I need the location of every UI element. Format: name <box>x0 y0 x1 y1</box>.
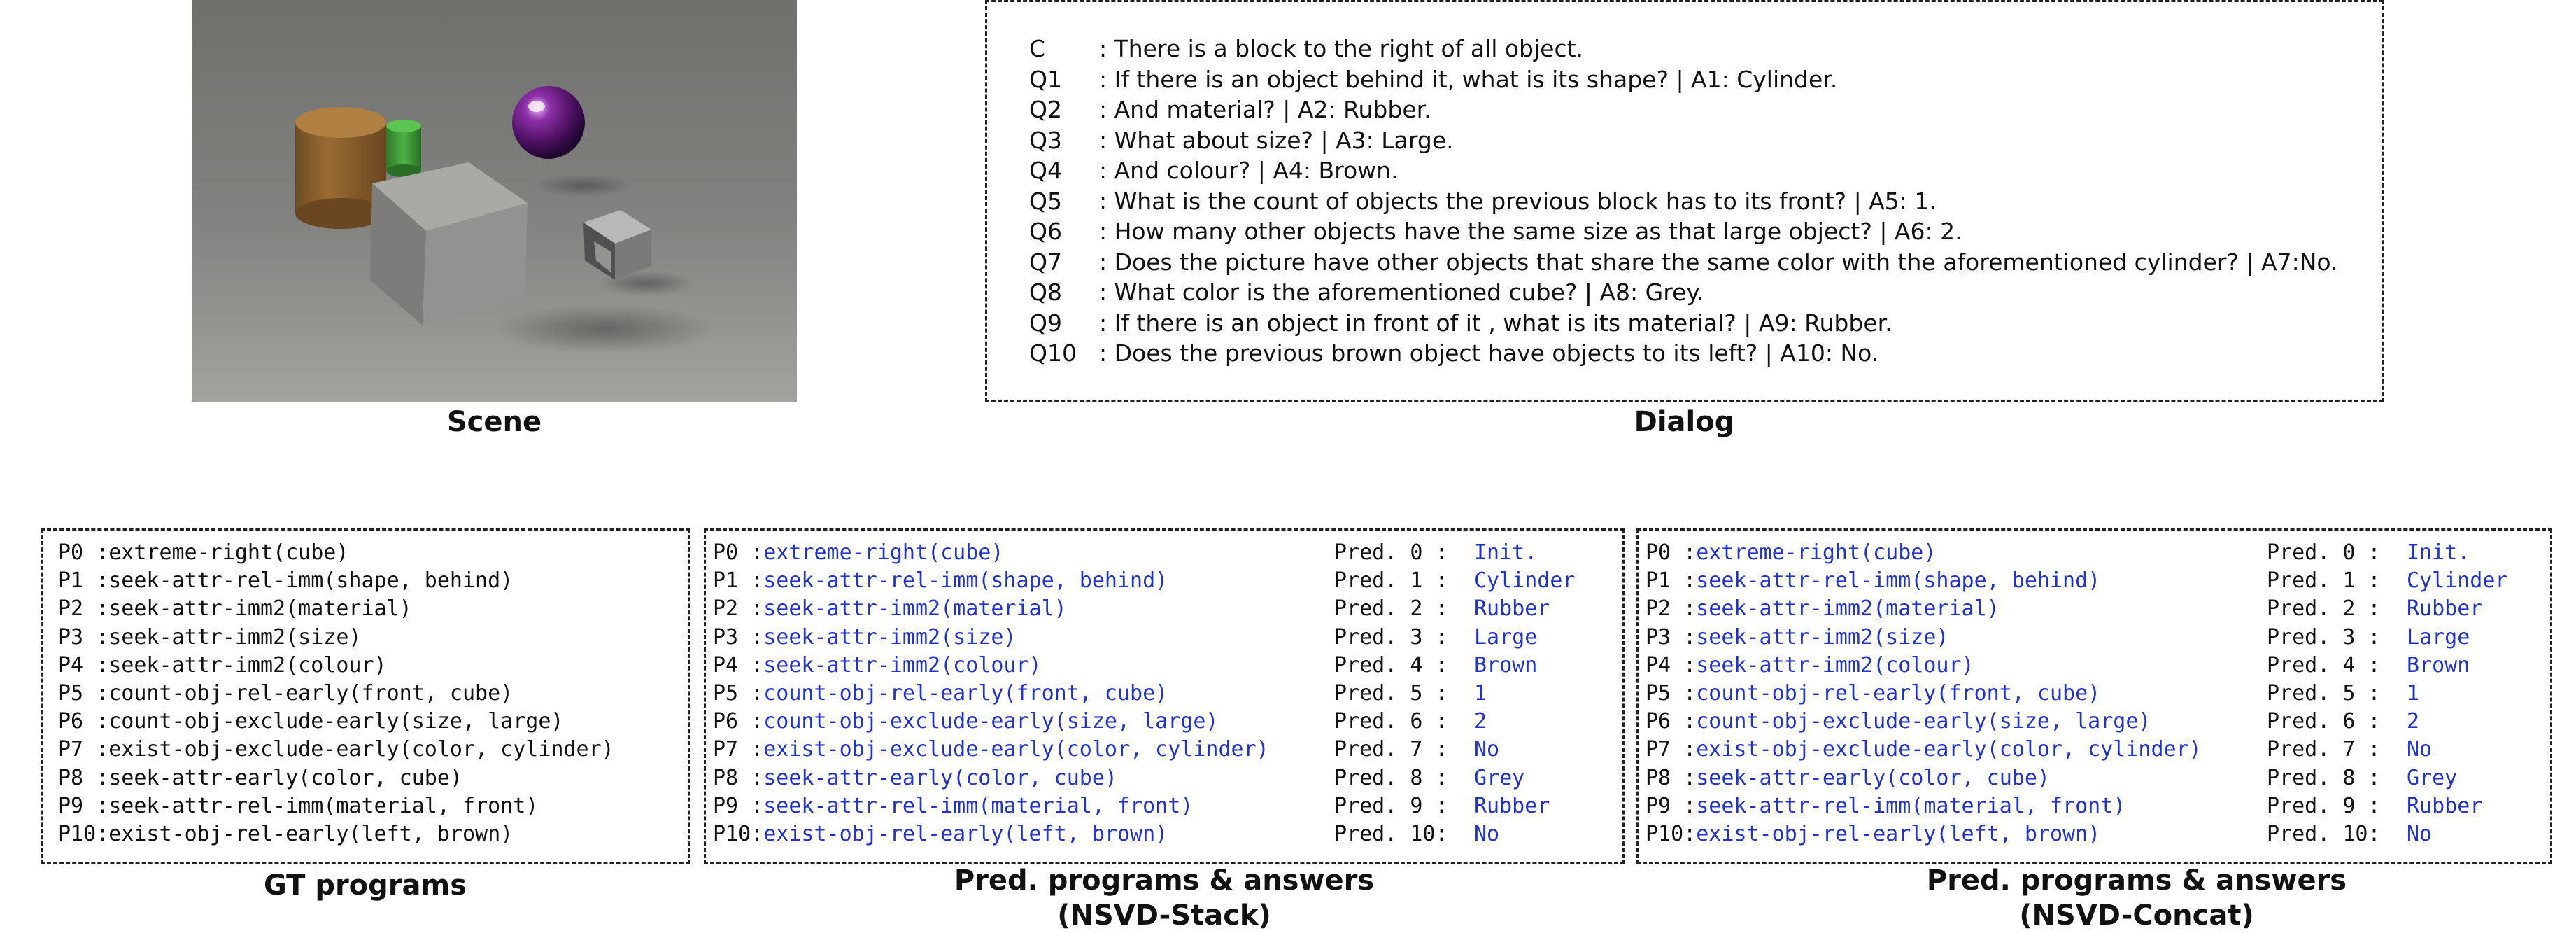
program-row <box>58 567 614 595</box>
program-row <box>713 539 1269 567</box>
dialog-line <box>1029 247 2338 278</box>
program-text: seek-attr-imm2(colour) <box>108 652 387 678</box>
program-text: exist-obj-exclude-early(color, cylinder) <box>1696 737 2202 762</box>
program-row <box>58 764 614 792</box>
dialog-caption: Dialog <box>1634 406 1735 438</box>
program-text: seek-attr-rel-imm(material, front) <box>1696 793 2126 818</box>
program-row <box>1646 624 2202 652</box>
program-label: P5 : <box>58 681 109 706</box>
dialog-line <box>1029 338 2338 369</box>
dialog-line-label: Q2 <box>1029 96 1062 123</box>
prediction-row <box>2267 764 2508 792</box>
program-label: P0 : <box>58 540 109 565</box>
program-text: seek-attr-imm2(size) <box>1696 624 1949 650</box>
prediction-label: Pred. 9 : <box>1334 793 1448 818</box>
program-text: exist-obj-rel-early(left, brown) <box>108 822 514 847</box>
program-label: P8 : <box>713 765 764 790</box>
prediction-label: Pred. 5 : <box>1334 681 1448 706</box>
program-row <box>58 652 614 680</box>
prediction-label: Pred. 3 : <box>1334 624 1448 650</box>
program-label: P2 : <box>58 596 109 622</box>
prediction-row <box>1334 680 1576 708</box>
prediction-label: Pred. 8 : <box>2267 765 2381 790</box>
dialog-line-text: : And material? | A2: Rubber. <box>1099 96 1431 123</box>
program-row <box>1646 792 2202 820</box>
prediction-label: Pred. 1 : <box>1334 568 1448 594</box>
program-label: P7 : <box>1646 737 1697 762</box>
dialog-line-text: : What is the count of objects the previous block has to its front? | A5: 1. <box>1099 187 1937 215</box>
program-text: count-obj-rel-early(front, cube) <box>108 681 514 706</box>
gt-programs-box <box>41 528 690 864</box>
dialog-line-label: Q10 <box>1029 339 1077 367</box>
program-text: seek-attr-imm2(size) <box>763 624 1017 650</box>
prediction-answer: Cylinder <box>1474 568 1576 594</box>
program-label: P8 : <box>1646 765 1697 790</box>
dialog-lines <box>1029 34 2338 369</box>
prediction-row <box>1334 652 1576 680</box>
program-text: seek-attr-imm2(colour) <box>763 652 1042 678</box>
stack-caption-line1: Pred. programs & answers <box>954 864 1375 897</box>
dialog-line-label: Q7 <box>1029 248 1062 276</box>
program-text: count-obj-exclude-early(size, large) <box>763 709 1219 734</box>
dialog-line <box>1029 186 2338 217</box>
dialog-line-text: : Does the picture have other objects that share the same color with the aforementioned cylinder? | A7:No. <box>1099 248 2338 276</box>
program-text: count-obj-exclude-early(size, large) <box>1696 709 2151 734</box>
prediction-answer: Brown <box>2407 652 2470 678</box>
prediction-answer: Rubber <box>2407 596 2483 622</box>
scene-caption: Scene <box>446 406 542 438</box>
prediction-answer: No <box>1474 822 1500 847</box>
program-row <box>713 792 1269 820</box>
program-text: exist-obj-exclude-early(color, cylinder) <box>108 737 614 762</box>
dialog-line-text: : If there is an object in front of it , what is its material? | A9: Rubber. <box>1099 309 1892 337</box>
stack-predictions-box <box>704 528 1625 864</box>
dialog-line-text: : How many other objects have the same size as that large object? | A6: 2. <box>1099 218 1962 245</box>
program-label: P10: <box>713 822 764 847</box>
concat-answer-list <box>2267 539 2508 848</box>
scene-image <box>192 0 797 402</box>
concat-program-list <box>1646 539 2202 848</box>
concat-caption <box>1636 863 2576 933</box>
dialog-line-label: Q4 <box>1029 157 1062 184</box>
program-label: P3 : <box>58 624 109 650</box>
program-row <box>1646 567 2202 595</box>
prediction-answer: 2 <box>1474 709 1487 734</box>
prediction-row <box>1334 624 1576 652</box>
prediction-answer: Rubber <box>2407 793 2483 818</box>
program-row <box>1646 736 2202 764</box>
program-row <box>58 736 614 764</box>
program-text: seek-attr-early(color, cube) <box>108 765 462 790</box>
prediction-label: Pred. 7 : <box>1334 737 1448 762</box>
program-text: extreme-right(cube) <box>108 540 349 565</box>
dialog-line <box>1029 34 2338 64</box>
program-label: P6 : <box>713 709 764 734</box>
prediction-label: Pred. 2 : <box>2267 596 2381 622</box>
program-text: seek-attr-rel-imm(shape, behind) <box>1696 568 2101 594</box>
dialog-line-label: Q8 <box>1029 279 1062 306</box>
stack-program-list <box>713 539 1269 848</box>
program-label: P5 : <box>713 681 764 706</box>
prediction-label: Pred. 6 : <box>1334 709 1448 734</box>
dialog-line-text: : Does the previous brown object have objects to its left? | A10: No. <box>1099 339 1879 367</box>
program-text: seek-attr-imm2(size) <box>108 624 362 650</box>
program-label: P8 : <box>58 765 109 790</box>
prediction-row <box>1334 708 1576 736</box>
dialog-line <box>1029 216 2338 247</box>
prediction-row <box>1334 539 1576 567</box>
program-label: P6 : <box>58 709 109 734</box>
program-row <box>1646 680 2202 708</box>
dialog-line-label: Q1 <box>1029 65 1062 93</box>
dialog-line-text: : What about size? | A3: Large. <box>1099 126 1454 154</box>
program-row <box>58 595 614 623</box>
program-row <box>713 764 1269 792</box>
program-text: seek-attr-imm2(colour) <box>1696 652 1974 678</box>
program-row <box>1646 595 2202 623</box>
program-text: extreme-right(cube) <box>1696 540 1937 565</box>
program-label: P3 : <box>1646 624 1697 650</box>
program-row <box>1646 652 2202 680</box>
dialog-line <box>1029 94 2338 125</box>
program-label: P2 : <box>713 596 764 622</box>
program-label: P1 : <box>713 568 764 594</box>
program-label: P0 : <box>1646 540 1697 565</box>
program-text: exist-obj-exclude-early(color, cylinder) <box>763 737 1269 762</box>
program-row <box>1646 708 2202 736</box>
stack-caption <box>704 863 1625 933</box>
program-row <box>1646 539 2202 567</box>
program-text: seek-attr-early(color, cube) <box>763 765 1117 790</box>
program-row <box>713 652 1269 680</box>
dialog-line <box>1029 125 2338 156</box>
program-text: seek-attr-imm2(material) <box>763 596 1067 622</box>
prediction-answer: 1 <box>1474 681 1487 706</box>
program-row <box>713 708 1269 736</box>
prediction-row <box>2267 820 2508 848</box>
program-label: P4 : <box>58 652 109 678</box>
program-row <box>713 736 1269 764</box>
prediction-label: Pred. 10: <box>1334 822 1448 847</box>
prediction-answer: Rubber <box>1474 596 1550 622</box>
dialog-line <box>1029 64 2338 95</box>
program-label: P9 : <box>58 793 109 818</box>
dialog-line-text: : What color is the aforementioned cube? | A8: Grey. <box>1099 279 1704 306</box>
dialog-line-text: : If there is an object behind it, what is its shape? | A1: Cylinder. <box>1099 65 1838 93</box>
prediction-label: Pred. 10: <box>2267 822 2381 847</box>
program-label: P10: <box>1646 822 1697 847</box>
prediction-label: Pred. 0 : <box>1334 540 1448 565</box>
dialog-box <box>985 0 2384 402</box>
prediction-label: Pred. 8 : <box>1334 765 1448 790</box>
program-row <box>58 680 614 708</box>
program-text: seek-attr-rel-imm(material, front) <box>763 793 1194 818</box>
prediction-row <box>2267 708 2508 736</box>
program-text: count-obj-rel-early(front, cube) <box>1696 681 2101 706</box>
program-text: count-obj-exclude-early(size, large) <box>108 709 564 734</box>
prediction-answer: Init. <box>2407 540 2470 565</box>
program-text: exist-obj-rel-early(left, brown) <box>763 822 1168 847</box>
program-label: P4 : <box>713 652 764 678</box>
prediction-answer: Grey <box>2407 765 2458 790</box>
prediction-row <box>1334 736 1576 764</box>
prediction-row <box>2267 567 2508 595</box>
program-label: P1 : <box>1646 568 1697 594</box>
prediction-row <box>1334 595 1576 623</box>
prediction-row <box>2267 539 2508 567</box>
prediction-answer: Large <box>1474 624 1538 650</box>
program-label: P5 : <box>1646 681 1697 706</box>
program-text: seek-attr-rel-imm(shape, behind) <box>108 568 514 594</box>
dialog-line-text: : There is a block to the right of all object. <box>1099 35 1584 62</box>
dialog-line-label: Q9 <box>1029 309 1062 337</box>
dialog-line-label: C <box>1029 35 1046 62</box>
program-row <box>58 539 614 567</box>
prediction-row <box>1334 567 1576 595</box>
program-label: P3 : <box>713 624 764 650</box>
dialog-line-label: Q6 <box>1029 218 1062 245</box>
program-label: P4 : <box>1646 652 1697 678</box>
program-text: seek-attr-imm2(material) <box>108 596 412 622</box>
program-row <box>713 680 1269 708</box>
program-text: seek-attr-rel-imm(shape, behind) <box>763 568 1168 594</box>
stack-caption-line2: (NSVD-Stack) <box>1057 899 1271 932</box>
prediction-answer: Brown <box>1474 652 1538 678</box>
program-label: P7 : <box>58 737 109 762</box>
program-row <box>58 708 614 736</box>
program-label: P10: <box>58 822 109 847</box>
program-row <box>1646 764 2202 792</box>
dialog-line-label: Q3 <box>1029 126 1062 154</box>
dialog-line <box>1029 155 2338 186</box>
prediction-label: Pred. 1 : <box>2267 568 2381 594</box>
program-row <box>58 820 614 848</box>
prediction-row <box>1334 820 1576 848</box>
prediction-row <box>2267 736 2508 764</box>
program-text: seek-attr-early(color, cube) <box>1696 765 2050 790</box>
prediction-answer: No <box>2407 737 2433 762</box>
program-text: exist-obj-rel-early(left, brown) <box>1696 822 2101 847</box>
gt-caption: GT programs <box>263 869 467 902</box>
prediction-answer: 1 <box>2407 681 2420 706</box>
program-label: P0 : <box>713 540 764 565</box>
prediction-label: Pred. 4 : <box>1334 652 1448 678</box>
program-text: count-obj-rel-early(front, cube) <box>763 681 1168 706</box>
prediction-label: Pred. 5 : <box>2267 681 2381 706</box>
prediction-answer: Rubber <box>1474 793 1550 818</box>
stack-answer-list <box>1334 539 1576 848</box>
program-text: extreme-right(cube) <box>763 540 1004 565</box>
prediction-answer: Cylinder <box>2407 568 2508 594</box>
program-row <box>58 624 614 652</box>
concat-predictions-box <box>1636 528 2552 864</box>
gt-program-list <box>58 539 614 848</box>
program-row <box>713 595 1269 623</box>
program-row <box>58 792 614 820</box>
program-row <box>1646 820 2202 848</box>
prediction-label: Pred. 0 : <box>2267 540 2381 565</box>
program-row <box>713 567 1269 595</box>
dialog-line <box>1029 308 2338 339</box>
prediction-label: Pred. 3 : <box>2267 624 2381 650</box>
prediction-row <box>2267 624 2508 652</box>
program-label: P1 : <box>58 568 109 594</box>
dialog-line-label: Q5 <box>1029 187 1062 215</box>
prediction-row <box>2267 680 2508 708</box>
prediction-answer: 2 <box>2407 709 2420 734</box>
prediction-answer: No <box>1474 737 1500 762</box>
program-label: P7 : <box>713 737 764 762</box>
prediction-answer: Grey <box>1474 765 1525 790</box>
prediction-answer: Large <box>2407 624 2470 650</box>
prediction-label: Pred. 4 : <box>2267 652 2381 678</box>
program-text: seek-attr-rel-imm(material, front) <box>108 793 539 818</box>
program-row <box>713 820 1269 848</box>
prediction-row <box>1334 764 1576 792</box>
program-label: P9 : <box>713 793 764 818</box>
program-label: P6 : <box>1646 709 1697 734</box>
program-row <box>713 624 1269 652</box>
concat-caption-line1: Pred. programs & answers <box>1926 864 2347 897</box>
prediction-row <box>2267 595 2508 623</box>
prediction-answer: No <box>2407 822 2433 847</box>
concat-caption-line2: (NSVD-Concat) <box>2019 899 2254 932</box>
prediction-label: Pred. 7 : <box>2267 737 2381 762</box>
prediction-answer: Init. <box>1474 540 1538 565</box>
prediction-row <box>2267 652 2508 680</box>
prediction-row <box>2267 792 2508 820</box>
program-label: P2 : <box>1646 596 1697 622</box>
prediction-row <box>1334 792 1576 820</box>
dialog-line <box>1029 277 2338 308</box>
program-text: seek-attr-imm2(material) <box>1696 596 2000 622</box>
prediction-label: Pred. 9 : <box>2267 793 2381 818</box>
prediction-label: Pred. 6 : <box>2267 709 2381 734</box>
prediction-label: Pred. 2 : <box>1334 596 1448 622</box>
dialog-line-text: : And colour? | A4: Brown. <box>1099 157 1399 184</box>
program-label: P9 : <box>1646 793 1697 818</box>
